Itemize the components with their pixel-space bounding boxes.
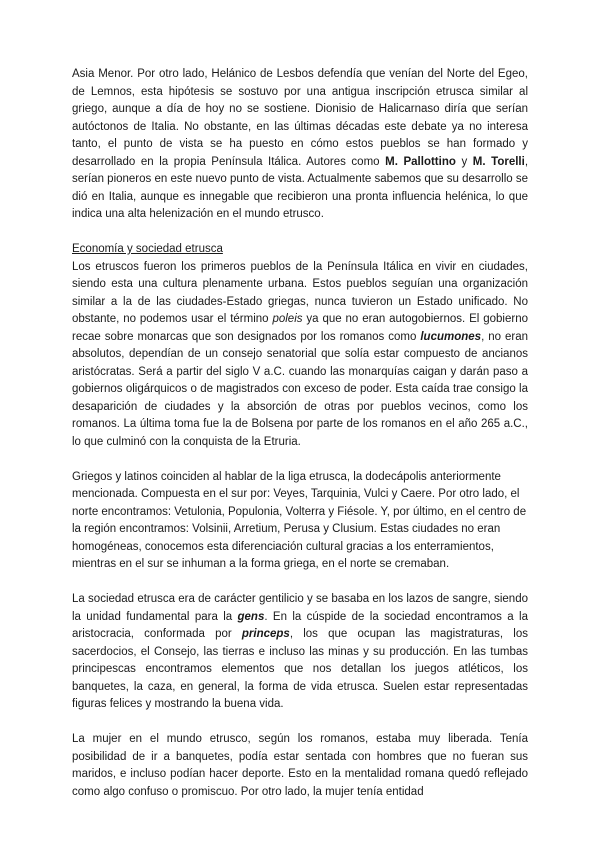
text-run: ya que no eran autogobiernos. El gobierno recae sobre monarcas que son designados por los romanos como xyxy=(72,313,528,343)
term-gens: gens xyxy=(237,610,265,623)
text-run: , no eran absolutos, dependían de un consejo senatorial que solía estar compuesto de ancianos aristócratas. Será a partir del siglo V a.C. cuando las monarquías caigan y darán paso a gobiernos oligárquicos o de magistrados con exceso de poder. Esta caída trae consigo la desaparición de ciudades y la absorción de otras por pueblos vecinos, como los romanos. La última toma fue la de Bolsena por parte de los romanos en el año 265 a.C., lo que culminó con la conquista de la Etruria. xyxy=(72,330,528,448)
text-run: La sociedad etrusca era de carácter gentilicio y se basaba en los lazos de sangre, siendo la unidad fundamental para la xyxy=(72,593,528,623)
author-name-torelli: M. Torelli xyxy=(472,155,525,168)
paragraph-urban-culture xyxy=(72,259,528,452)
paragraph-women: La mujer en el mundo etrusco, según los romanos, estaba muy liberada. Tenía posibilidad de ir a banquetes, podía estar sentada con hombres que no fueran sus maridos, e incluso podían hacer deporte. Esto en la mentalidad romana quedó reflejado como algo confuso o promiscuo. Por otro lado, la mujer tenía entidad xyxy=(72,733,528,798)
section-heading-economy: Economía y sociedad etrusca xyxy=(72,243,223,255)
paragraph-dodecapolis: Griegos y latinos coinciden al hablar de la liga etrusca, la dodecápolis anteriormente mencionada. Compuesta en el sur por: Veyes, Tarquinia, Vulci y Caere. Por otro lado, el norte encontramos: Vetulonia, Populonia, Volterra y Fiésole. Y, por último, en el centro de la región encontramos: Volsinii, Arretium, Perusa y Clusium. Estas ciudades no eran homogéneas, conocemos esta diferenciación cultural gracias a los enterramientos, mientras en el sur se inhuman a la forma griega, en el norte se cremaban. xyxy=(72,470,527,570)
term-poleis: poleis xyxy=(272,313,303,325)
document-page xyxy=(72,66,528,819)
text-run: Los etruscos fueron los primeros pueblos de la Península Itálica en vivir en ciudades, siendo esta una cultura plenamente urbana. Estos pueblos seguían una organización similar a la de las ciudades-Estado griegas, nunca tuvieron un Estado unificado. No obstante, no podemos usar el término xyxy=(72,260,528,325)
term-princeps: princeps xyxy=(241,628,290,640)
author-name-pallottino: M. Pallottino xyxy=(385,155,456,168)
text-run: y xyxy=(455,155,473,168)
text-run: . En la cúspide de la sociedad encontramos a la aristocracia, conformada por xyxy=(72,610,528,640)
paragraph-society xyxy=(72,591,528,714)
text-run: , serían pioneros en este nuevo punto de vista. Actualmente sabemos que su desarrollo se dió en Italia, aunque es innegable que recibieron una pronta influencia helénica, lo que indica una alta helenización en el mundo etrusco. xyxy=(72,155,529,220)
text-run: , los que ocupan las magistraturas, los sacerdocios, el Consejo, las tierras e incluso las minas y su producción. En las tumbas principescas encontramos elementos que nos detallan los juegos atléticos, los banquetes, la caza, en general, la forma de vida etrusca. Suelen estar representadas figuras felices y mostrando la buena vida. xyxy=(72,628,528,710)
paragraph-origins xyxy=(72,66,528,224)
text-run: Asia Menor. Por otro lado, Helánico de Lesbos defendía que venían del Norte del Egeo, de Lemnos, esta hipótesis se sostuvo por una antigua inscripción etrusca similar al griego, aunque a día de hoy no se sostiene. Dionisio de Halicarnaso diría que serían autóctonos de Italia. No obstante, en las últimas décadas este debate ya no interesa tanto, el punto de vista se ha puesto en cómo estos pueblos se han formado y desarrollado en la propia Península Itálica. Autores como xyxy=(72,68,528,168)
term-lucumones: lucumones xyxy=(420,330,482,343)
